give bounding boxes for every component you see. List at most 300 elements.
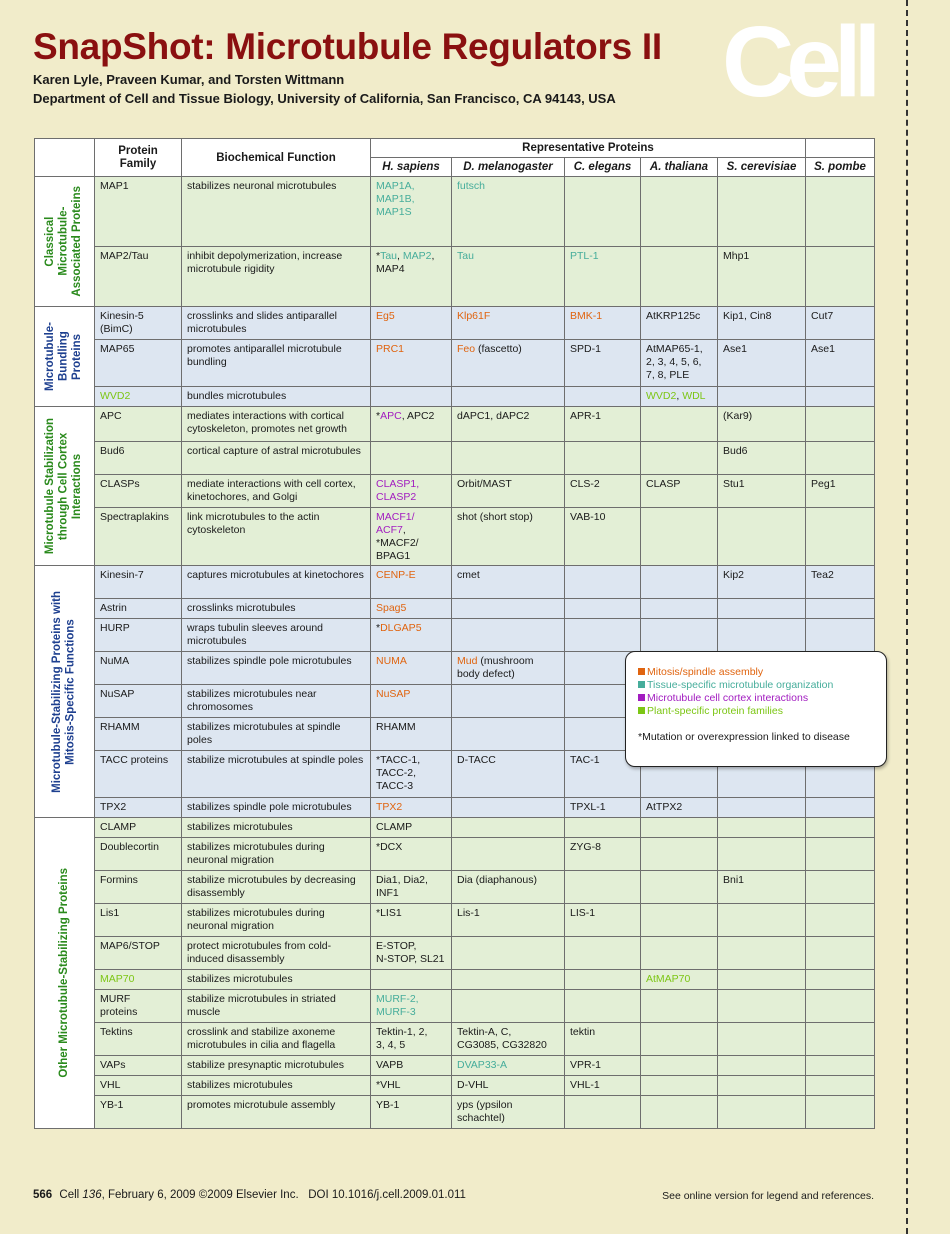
- species-cell: [565, 407, 641, 442]
- regulators-table: [34, 138, 875, 1129]
- species-cell: [718, 871, 806, 904]
- protein-family-cell: [95, 937, 182, 970]
- legend-item: [638, 666, 876, 679]
- protein-name-lime: AtMAP70: [646, 973, 691, 985]
- species-cell: [452, 475, 565, 508]
- biochemical-function-cell: stabilizes microtubules during neuronal migration: [182, 838, 371, 871]
- protein-text: Tektin-1, 2,: [376, 1026, 428, 1038]
- species-cell: [565, 475, 641, 508]
- protein-text: ,: [402, 524, 406, 536]
- group-label-line: Microtubule-: [57, 207, 70, 276]
- species-cell: [806, 937, 875, 970]
- biochemical-function-cell: crosslinks microtubules: [182, 599, 371, 619]
- protein-text: ,: [397, 250, 403, 262]
- species-cell: [452, 1076, 565, 1096]
- group-label-line: Microtubule-: [44, 322, 57, 391]
- group-label-line: Microtubule-Stabilizing Proteins with: [51, 590, 63, 793]
- group-label-line: Interactions: [71, 453, 84, 519]
- species-cell: [452, 387, 565, 407]
- protein-name-lime: WVD2: [646, 390, 677, 402]
- protein-text: ,: [676, 390, 683, 402]
- species-cell: [565, 1056, 641, 1076]
- species-cell: [718, 407, 806, 442]
- cell-logo-text: Cell: [722, 6, 874, 118]
- biochemical-function-cell: link microtubules to the actin cytoskeleton: [182, 508, 371, 566]
- biochemical-function-cell: stabilizes microtubules at spindle poles: [182, 718, 371, 751]
- protein-family-cell: [95, 407, 182, 442]
- table-row: [35, 619, 875, 652]
- protein-family-cell: [95, 307, 182, 340]
- header-species: H. sapiens: [371, 158, 452, 177]
- protein-text: 2, 3, 4, 5, 6,: [646, 356, 702, 368]
- species-cell: [718, 937, 806, 970]
- species-cell: [371, 177, 452, 247]
- species-cell: [371, 442, 452, 475]
- species-cell: [806, 838, 875, 871]
- protein-text: N-STOP, SL21: [376, 953, 445, 965]
- protein-text: NuMA: [100, 655, 130, 667]
- species-cell: [452, 442, 565, 475]
- protein-text: *DCX: [376, 841, 403, 853]
- legend-swatch: [638, 668, 645, 675]
- table-row: [35, 1076, 875, 1096]
- species-cell: [806, 990, 875, 1023]
- species-cell: [371, 475, 452, 508]
- species-cell: [718, 1056, 806, 1076]
- protein-text: Dia1, Dia2,: [376, 874, 428, 886]
- group-label-text: [44, 322, 85, 391]
- protein-text: INF1: [376, 887, 399, 899]
- protein-family-cell: [95, 177, 182, 247]
- species-cell: [371, 619, 452, 652]
- species-cell: [641, 990, 718, 1023]
- biochemical-function-cell: stabilizes microtubules during neuronal migration: [182, 904, 371, 937]
- group-label-line: Mitosis-Specific Functions: [64, 618, 77, 765]
- protein-family-cell: [95, 838, 182, 871]
- species-cell: [641, 937, 718, 970]
- protein-text: AtKRP125c: [646, 310, 701, 322]
- protein-text: CG3085, CG32820: [457, 1039, 547, 1051]
- protein-text: E-STOP,: [376, 940, 417, 952]
- table-row: [35, 970, 875, 990]
- protein-name-purple: CLASP2: [376, 491, 417, 503]
- biochemical-function-cell: stabilizes microtubules: [182, 1076, 371, 1096]
- table-row: [35, 990, 875, 1023]
- species-cell: [718, 904, 806, 937]
- protein-text: AtMAP65-1,: [646, 343, 703, 355]
- species-cell: [452, 818, 565, 838]
- header-group-blank: [35, 139, 95, 177]
- biochemical-function-cell: stabilize presynaptic microtubules: [182, 1056, 371, 1076]
- protein-name-orange: Mud: [457, 655, 478, 667]
- protein-text: body defect): [457, 668, 515, 680]
- table-row: [35, 937, 875, 970]
- species-cell: [452, 1096, 565, 1129]
- species-cell: [452, 838, 565, 871]
- species-cell: [806, 307, 875, 340]
- protein-text: ,: [431, 250, 435, 262]
- group-label-text: [51, 591, 78, 793]
- species-cell: [718, 1023, 806, 1056]
- species-cell: [806, 442, 875, 475]
- cell-logo: [722, 6, 874, 118]
- protein-text: YB-1: [100, 1099, 124, 1111]
- header-species: A. thaliana: [641, 158, 718, 177]
- species-cell: [452, 566, 565, 599]
- species-cell: [371, 508, 452, 566]
- species-cell: [371, 340, 452, 387]
- protein-family-cell: [95, 751, 182, 798]
- biochemical-function-cell: stabilizes microtubules near chromosomes: [182, 685, 371, 718]
- group-label: [35, 177, 95, 307]
- protein-text: Stu1: [723, 478, 745, 490]
- protein-name-purple: CLASP1,: [376, 478, 420, 490]
- group-label: [35, 407, 95, 566]
- protein-name-teal: Tau: [380, 250, 398, 262]
- legend-swatch: [638, 694, 645, 701]
- species-cell: [641, 407, 718, 442]
- species-cell: [718, 599, 806, 619]
- protein-family-cell: [95, 970, 182, 990]
- protein-text: (mushroom: [477, 655, 534, 667]
- group-label: [35, 307, 95, 407]
- protein-text: yps (ypsilon: [457, 1099, 513, 1111]
- protein-family-cell: [95, 1056, 182, 1076]
- species-cell: [718, 1076, 806, 1096]
- protein-name-teal: PTL-1: [570, 250, 599, 262]
- biochemical-function-cell: stabilizes spindle pole microtubules: [182, 652, 371, 685]
- protein-name-orange: BMK-1: [570, 310, 603, 322]
- group-label-text: [44, 418, 85, 554]
- species-cell: [718, 508, 806, 566]
- table-row: [35, 508, 875, 566]
- species-cell: [641, 1056, 718, 1076]
- protein-text: *: [376, 410, 381, 422]
- protein-name-orange: DLGAP5: [380, 622, 422, 634]
- species-cell: [371, 1096, 452, 1129]
- protein-text: VAB-10: [570, 511, 606, 523]
- protein-text: Ase1: [811, 343, 835, 355]
- species-cell: [565, 838, 641, 871]
- protein-text: MAP65: [100, 343, 135, 355]
- biochemical-function-cell: stabilizes spindle pole microtubules: [182, 798, 371, 818]
- species-cell: [806, 871, 875, 904]
- species-cell: [565, 904, 641, 937]
- legend-item: [638, 679, 876, 692]
- protein-name-teal: MURF-3: [376, 1006, 416, 1018]
- biochemical-function-cell: mediates interactions with cortical cytoskeleton, promotes net growth: [182, 407, 371, 442]
- protein-text: VAPs: [100, 1059, 126, 1071]
- biochemical-function-cell: bundles microtubules: [182, 387, 371, 407]
- protein-text: D-TACC: [457, 754, 496, 766]
- protein-text: Bud6: [100, 445, 125, 457]
- protein-text: ZYG-8: [570, 841, 601, 853]
- species-cell: [806, 247, 875, 307]
- species-cell: [565, 340, 641, 387]
- protein-text: MURF: [100, 993, 131, 1005]
- protein-family-cell: [95, 685, 182, 718]
- species-cell: [641, 619, 718, 652]
- species-cell: [641, 798, 718, 818]
- protein-name-orange: CENP-E: [376, 569, 416, 581]
- species-cell: [371, 566, 452, 599]
- table-row: [35, 1023, 875, 1056]
- protein-text: TACC-2,: [376, 767, 417, 779]
- protein-text: cmet: [457, 569, 480, 581]
- species-cell: [452, 619, 565, 652]
- biochemical-function-cell: captures microtubules at kinetochores: [182, 566, 371, 599]
- protein-family-cell: [95, 818, 182, 838]
- biochemical-function-cell: protect microtubules from cold-induced disassembly: [182, 937, 371, 970]
- group-label-line: Bundling: [57, 331, 70, 382]
- species-cell: [565, 798, 641, 818]
- table-row: [35, 818, 875, 838]
- protein-family-cell: [95, 566, 182, 599]
- protein-name-purple: MACF1/: [376, 511, 415, 523]
- group-label-line: Associated Proteins: [71, 186, 84, 297]
- protein-text: RHAMM: [376, 721, 416, 733]
- species-cell: [718, 475, 806, 508]
- species-cell: [806, 798, 875, 818]
- species-cell: [806, 1096, 875, 1129]
- protein-family-cell: [95, 442, 182, 475]
- species-cell: [565, 1023, 641, 1056]
- species-cell: [641, 475, 718, 508]
- table-row: [35, 566, 875, 599]
- species-cell: [806, 508, 875, 566]
- protein-text: CLS-2: [570, 478, 600, 490]
- protein-text: 3, 4, 5: [376, 1039, 406, 1051]
- table-row: [35, 442, 875, 475]
- protein-text: APR-1: [570, 410, 601, 422]
- biochemical-function-cell: stabilize microtubules at spindle poles: [182, 751, 371, 798]
- protein-text: Kip2: [723, 569, 745, 581]
- protein-name-teal: Tau: [457, 250, 474, 262]
- species-cell: [718, 818, 806, 838]
- species-cell: [641, 177, 718, 247]
- protein-text: Ase1: [723, 343, 747, 355]
- species-cell: [718, 307, 806, 340]
- species-cell: [452, 970, 565, 990]
- table-row: [35, 904, 875, 937]
- species-cell: [565, 307, 641, 340]
- protein-text: BPAG1: [376, 550, 411, 562]
- affiliation: Department of Cell and Tissue Biology, University of California, San Francisco, CA 94143, USA: [33, 91, 616, 106]
- species-cell: [806, 407, 875, 442]
- protein-text: Lis1: [100, 907, 120, 919]
- footer-online-note: See online version for legend and references.: [662, 1190, 874, 1202]
- protein-name-lime: WVD2: [100, 390, 131, 402]
- protein-family-cell: [95, 718, 182, 751]
- species-cell: [718, 387, 806, 407]
- protein-text: TPX2: [100, 801, 127, 813]
- table-row: [35, 475, 875, 508]
- protein-family-cell: [95, 340, 182, 387]
- species-cell: [452, 798, 565, 818]
- biochemical-function-cell: crosslinks and slides antiparallel microtubules: [182, 307, 371, 340]
- protein-text: TACC proteins: [100, 754, 169, 766]
- species-cell: [452, 652, 565, 685]
- biochemical-function-cell: stabilize microtubules in striated muscle: [182, 990, 371, 1023]
- page-title: SnapShot: Microtubule Regulators II: [33, 26, 662, 67]
- protein-text: shot (short stop): [457, 511, 533, 523]
- footer-journal: Cell: [59, 1189, 80, 1201]
- species-cell: [806, 1076, 875, 1096]
- species-cell: [565, 442, 641, 475]
- legend-label: Tissue-specific microtubule organization: [647, 679, 834, 691]
- header-protein-family: [95, 139, 182, 177]
- species-cell: [452, 685, 565, 718]
- species-cell: [371, 599, 452, 619]
- footer-citation: [33, 1189, 466, 1201]
- table-row: [35, 247, 875, 307]
- species-cell: [565, 871, 641, 904]
- protein-text: VAPB: [376, 1059, 404, 1071]
- protein-family-cell: [95, 652, 182, 685]
- protein-family-cell: [95, 387, 182, 407]
- species-cell: [565, 970, 641, 990]
- protein-name-orange: Spag5: [376, 602, 407, 614]
- protein-text: Bni1: [723, 874, 745, 886]
- protein-text: tektin: [570, 1026, 596, 1038]
- species-cell: [565, 619, 641, 652]
- protein-text: (Kar9): [723, 410, 753, 422]
- protein-text: MAP2/Tau: [100, 250, 149, 262]
- protein-name-teal: MAP1B,: [376, 193, 415, 205]
- species-cell: [371, 838, 452, 871]
- species-cell: [718, 970, 806, 990]
- table-row: [35, 1056, 875, 1076]
- species-cell: [452, 937, 565, 970]
- species-cell: [641, 871, 718, 904]
- footer-doi: DOI 10.1016/j.cell.2009.01.011: [308, 1189, 466, 1201]
- biochemical-function-cell: inhibit depolymerization, increase microtubule rigidity: [182, 247, 371, 307]
- species-cell: [452, 904, 565, 937]
- legend-label: Mitosis/spindle assembly: [647, 666, 764, 678]
- protein-family-cell: [95, 508, 182, 566]
- protein-text: *: [376, 622, 381, 634]
- species-cell: [371, 798, 452, 818]
- species-cell: [641, 1076, 718, 1096]
- legend-label: Microtubule cell cortex interactions: [647, 692, 809, 704]
- protein-name-teal: futsch: [457, 180, 486, 192]
- header-species: S. pombe: [806, 158, 875, 177]
- species-cell: [806, 970, 875, 990]
- species-cell: [371, 990, 452, 1023]
- species-cell: [452, 871, 565, 904]
- protein-text: VPR-1: [570, 1059, 601, 1071]
- species-cell: [371, 307, 452, 340]
- species-cell: [565, 508, 641, 566]
- species-cell: [371, 652, 452, 685]
- species-cell: [452, 990, 565, 1023]
- species-cell: [806, 475, 875, 508]
- biochemical-function-cell: stabilizes microtubules: [182, 818, 371, 838]
- species-cell: [452, 247, 565, 307]
- protein-text: Spectraplakins: [100, 511, 169, 523]
- table-row: [35, 1096, 875, 1129]
- protein-text: HURP: [100, 622, 130, 634]
- species-cell: [371, 751, 452, 798]
- group-label-line: Proteins: [71, 333, 84, 380]
- protein-family-cell: [95, 599, 182, 619]
- header-biochemical-function: Biochemical Function: [182, 139, 371, 177]
- species-cell: [718, 798, 806, 818]
- protein-family-cell: [95, 904, 182, 937]
- species-cell: [641, 387, 718, 407]
- protein-text: CLAMP: [100, 821, 137, 833]
- protein-text: Peg1: [811, 478, 836, 490]
- group-label-line: Classical: [44, 216, 57, 267]
- species-cell: [565, 387, 641, 407]
- biochemical-function-cell: wraps tubulin sleeves around microtubules: [182, 619, 371, 652]
- species-cell: [641, 599, 718, 619]
- species-cell: [371, 1076, 452, 1096]
- species-cell: [452, 407, 565, 442]
- species-cell: [371, 1056, 452, 1076]
- protein-text: Dia (diaphanous): [457, 874, 537, 886]
- species-cell: [452, 340, 565, 387]
- protein-text: , APC2: [401, 410, 435, 422]
- protein-family-cell: [95, 1096, 182, 1129]
- protein-name-orange: NUMA: [376, 655, 407, 667]
- header-representative-proteins: Representative Proteins: [371, 139, 806, 158]
- protein-text: schachtel): [457, 1112, 505, 1124]
- protein-name-purple: APC: [380, 410, 402, 422]
- biochemical-function-cell: cortical capture of astral microtubules: [182, 442, 371, 475]
- species-cell: [641, 247, 718, 307]
- page-number: 566: [33, 1189, 53, 1201]
- biochemical-function-cell: crosslink and stabilize axoneme microtubules in cilia and flagella: [182, 1023, 371, 1056]
- group-label-line: Other Microtubule-Stabilizing Proteins: [57, 868, 70, 1078]
- protein-text: SPD-1: [570, 343, 601, 355]
- species-cell: [641, 442, 718, 475]
- protein-name-lime: MAP70: [100, 973, 135, 985]
- header-family-line1: Protein: [118, 145, 158, 157]
- protein-family-cell: [95, 871, 182, 904]
- protein-name-orange: PRC1: [376, 343, 405, 355]
- protein-text: Doublecortin: [100, 841, 159, 853]
- species-cell: [452, 508, 565, 566]
- protein-text: Mhp1: [723, 250, 750, 262]
- species-cell: [371, 871, 452, 904]
- protein-text: RHAMM: [100, 721, 140, 733]
- table-row: [35, 798, 875, 818]
- header-blank-right: [806, 139, 875, 158]
- group-label-line: Microtubule Stabilization: [44, 417, 57, 555]
- group-label-text: [44, 186, 85, 297]
- species-cell: [641, 838, 718, 871]
- biochemical-function-cell: promotes microtubule assembly: [182, 1096, 371, 1129]
- species-cell: [806, 387, 875, 407]
- protein-family-cell: [95, 619, 182, 652]
- species-cell: [806, 818, 875, 838]
- group-label: [35, 566, 95, 818]
- biochemical-function-cell: promotes antiparallel microtubule bundling: [182, 340, 371, 387]
- protein-text: (fascetto): [475, 343, 522, 355]
- protein-text: VHL-1: [570, 1079, 600, 1091]
- species-cell: [641, 818, 718, 838]
- table-row: [35, 340, 875, 387]
- species-cell: [641, 307, 718, 340]
- protein-text: Kinesin-5: [100, 310, 144, 322]
- protein-text: *: [376, 250, 381, 262]
- species-cell: [452, 1023, 565, 1056]
- table-row: [35, 387, 875, 407]
- protein-text: Cut7: [811, 310, 834, 322]
- authors: Karen Lyle, Praveen Kumar, and Torsten Wittmann: [33, 72, 345, 87]
- species-cell: [718, 247, 806, 307]
